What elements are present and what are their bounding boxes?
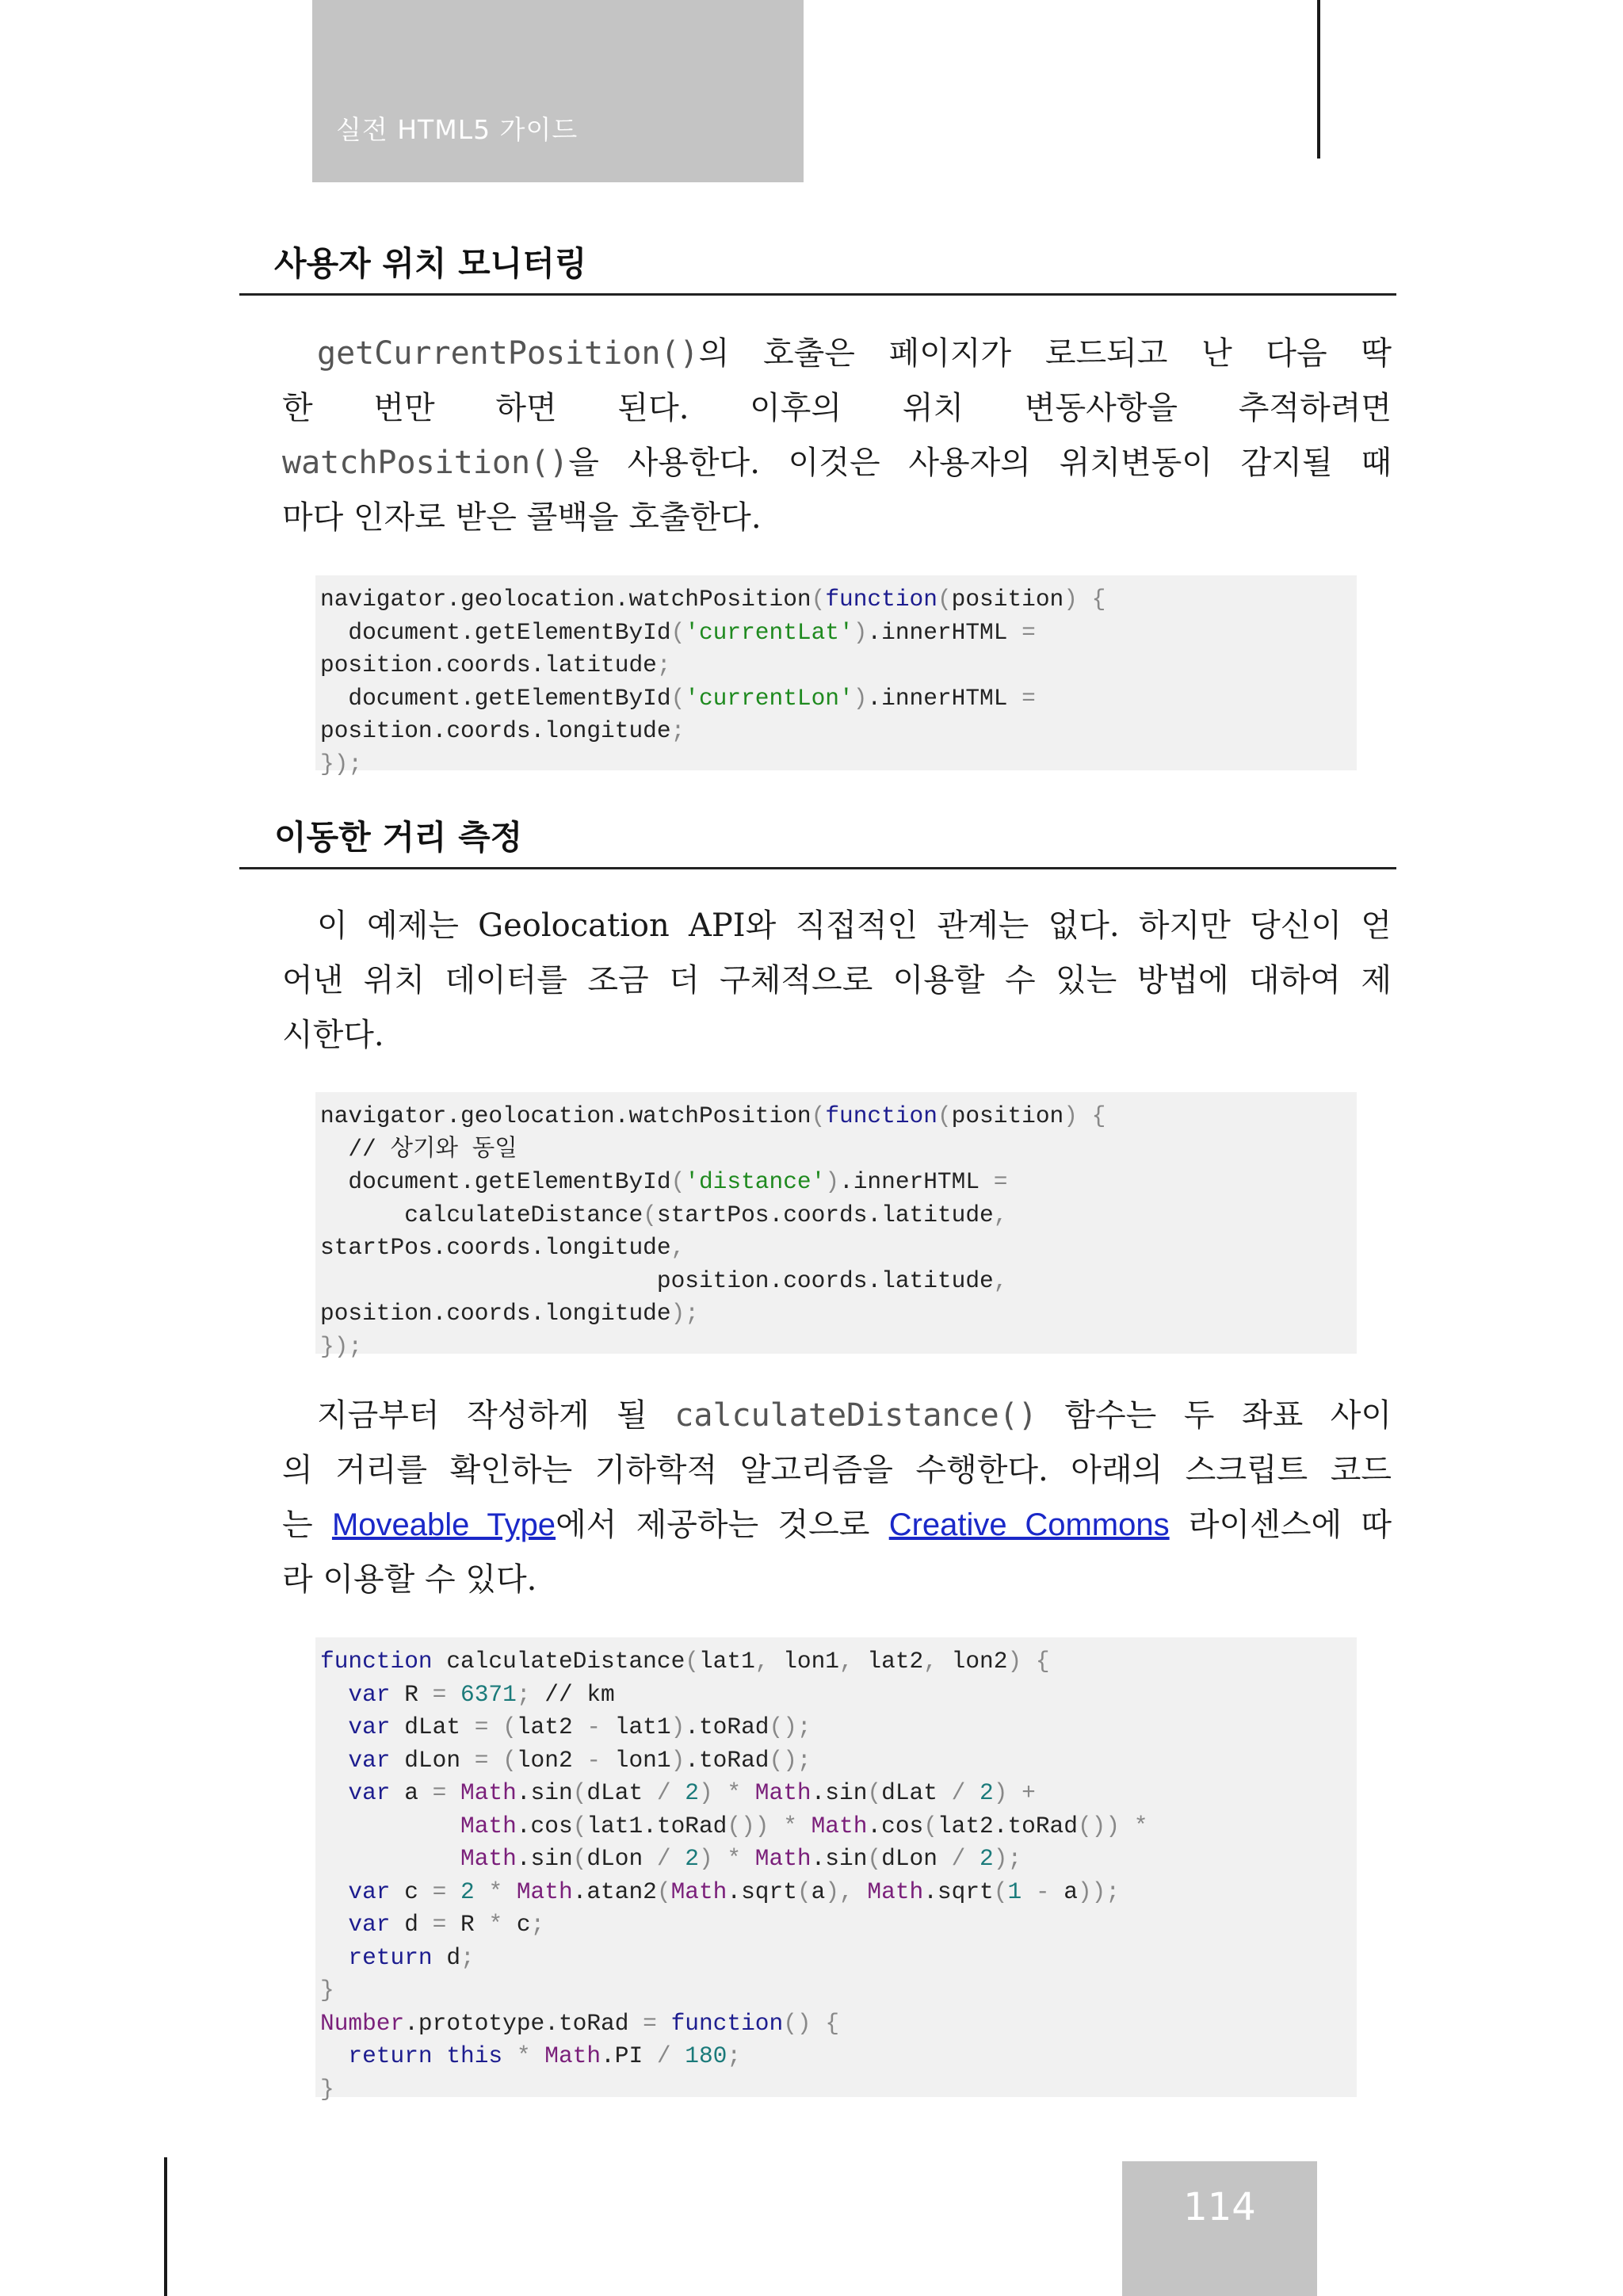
code-line: Math.cos(lat1.toRad()) * Math.cos(lat2.toRad()) * xyxy=(460,1812,1148,1839)
code-line: Number.prototype.toRad = function() { xyxy=(320,2009,840,2037)
para-line: 의 거리를 확인하는 기하학적 알고리즘을 수행한다. 아래의 스크립트 코드 xyxy=(282,1452,1392,1488)
code-line: document.getElementById('currentLat').innerHTML = xyxy=(320,618,1036,646)
code-line: } xyxy=(320,1977,334,2004)
inline-code: getCurrentPosition() xyxy=(317,335,699,372)
section-heading-monitoring: 사용자 위치 모니터링 xyxy=(239,238,1396,296)
para-line xyxy=(282,327,1392,381)
code-line: var d = R * c; xyxy=(348,1911,545,1938)
para-line: 마다 인자로 받은 콜백을 호출한다. xyxy=(282,499,762,536)
code-line: startPos.coords.longitude, xyxy=(320,1234,685,1261)
inline-code: watchPosition() xyxy=(282,445,569,481)
paragraph-calculate-distance xyxy=(282,1389,1392,1607)
para-text: 의 호출은 페이지가 로드되고 난 다음 딱 xyxy=(698,335,1392,372)
code-block-calculate-distance-function xyxy=(315,1637,1357,2103)
para-line xyxy=(282,1389,1392,1443)
para-text: 을 사용한다. 이것은 사용자의 위치변동이 감지될 때 xyxy=(568,445,1392,481)
code-block-watch-position xyxy=(315,575,1357,777)
para-line: 한 번만 하면 된다. 이후의 위치 변동사항을 추적하려면 xyxy=(282,390,1392,426)
para-line: 어낸 위치 데이터를 조금 더 구체적으로 이용할 수 있는 방법에 대하여 제 xyxy=(282,962,1392,999)
code-line: var dLat = (lat2 - lat1).toRad(); xyxy=(348,1713,812,1740)
para-line xyxy=(282,1498,1392,1553)
para-line: 시한다. xyxy=(282,1017,384,1053)
code-line: position.coords.longitude; xyxy=(320,717,685,744)
paragraph-monitoring xyxy=(282,327,1392,545)
code-line: navigator.geolocation.watchPosition(function(position) { xyxy=(320,1102,1106,1129)
para-line: 이 예제는 Geolocation API와 직접적인 관계는 없다. 하지만 당신이 얻 xyxy=(317,907,1392,944)
para-line xyxy=(282,436,1392,491)
para-text: 함수는 두 좌표 사이 xyxy=(1064,1397,1392,1434)
code-line: function calculateDistance(lat1, lon1, lat2, lon2) { xyxy=(320,1648,1050,1675)
para-text: 에서 제공하는 것으로 xyxy=(556,1507,870,1543)
bottom-margin-rule xyxy=(164,2157,167,2296)
code-line: } xyxy=(320,2075,334,2103)
code-line: navigator.geolocation.watchPosition(function(position) { xyxy=(320,586,1106,613)
header-tab xyxy=(312,0,804,182)
code-line: return this * Math.PI / 180; xyxy=(348,2042,742,2069)
para-text: 지금부터 작성하게 될 xyxy=(317,1397,647,1434)
book-title: 실전 HTML5 가이드 xyxy=(336,114,579,145)
code-line: Math.sin(dLon / 2) * Math.sin(dLon / 2); xyxy=(460,1845,1022,1872)
code-line: // 상기와 동일 xyxy=(320,1135,517,1163)
page-number: 114 xyxy=(1183,2185,1256,2229)
code-line: document.getElementById('currentLon').innerHTML = xyxy=(320,684,1036,712)
section-heading-distance: 이동한 거리 측정 xyxy=(239,812,1396,869)
code-line: var a = Math.sin(dLat / 2) * Math.sin(dLat / 2) + xyxy=(348,1779,1036,1806)
code-line: position.coords.latitude, xyxy=(320,1266,1008,1294)
code-line: document.getElementById('distance').innerHTML = xyxy=(320,1168,1008,1195)
code-line: position.coords.longitude); xyxy=(320,1300,699,1327)
moveable-type-link[interactable]: Moveable Type xyxy=(331,1507,556,1542)
code-line: calculateDistance(startPos.coords.latitude, xyxy=(320,1201,1008,1228)
code-block-distance xyxy=(315,1092,1357,1360)
para-text: 라이센스에 따 xyxy=(1188,1507,1392,1543)
creative-commons-link[interactable]: Creative Commons xyxy=(888,1507,1170,1542)
inline-code: calculateDistance() xyxy=(674,1397,1037,1434)
code-line: }); xyxy=(320,750,363,777)
code-line: }); xyxy=(320,1332,363,1360)
code-line: var R = 6371; // km xyxy=(348,1680,615,1708)
paragraph-distance-intro xyxy=(282,899,1392,1063)
para-line: 라 이용할 수 있다. xyxy=(282,1561,537,1598)
code-line: position.coords.latitude; xyxy=(320,651,671,678)
para-text: 는 xyxy=(282,1507,313,1543)
page-number-box xyxy=(1122,2161,1317,2296)
code-line: return d; xyxy=(348,1943,475,1971)
code-line: var c = 2 * Math.atan2(Math.sqrt(a), Math.sqrt(1 - a)); xyxy=(348,1878,1121,1905)
top-margin-rule xyxy=(1317,0,1320,159)
code-line: var dLon = (lon2 - lon1).toRad(); xyxy=(348,1746,812,1774)
